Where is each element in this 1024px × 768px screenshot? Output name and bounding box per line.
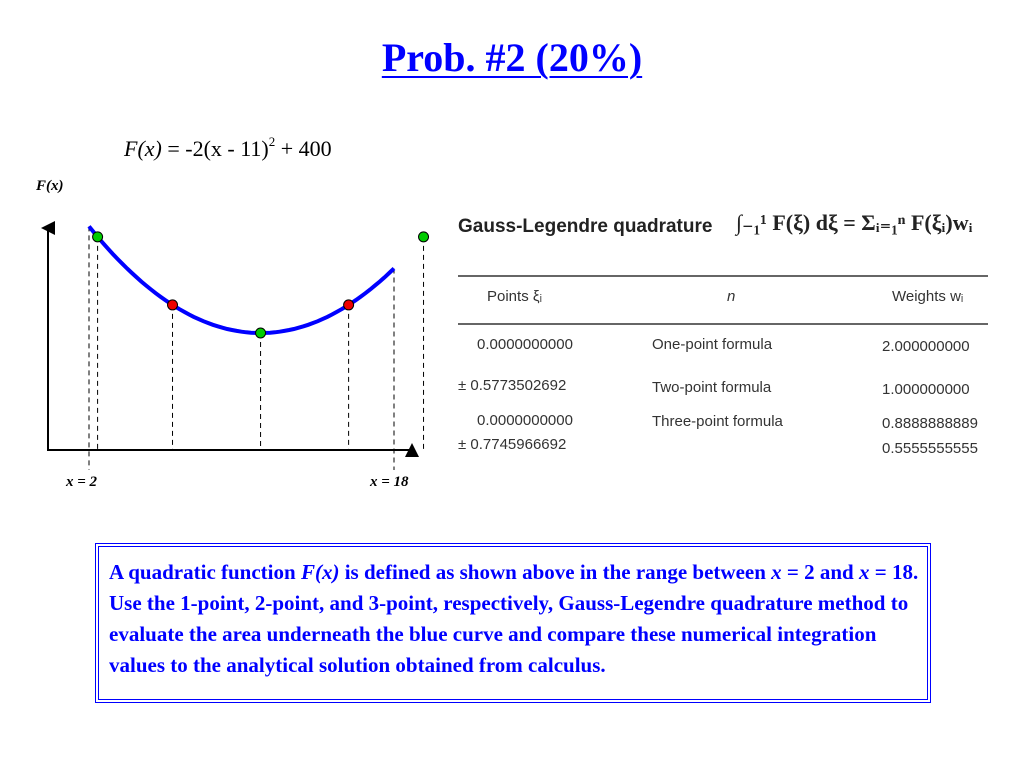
- table-top-rule: [458, 275, 988, 277]
- problem-text-1: A quadratic function: [109, 560, 301, 584]
- row3-n: Three-point formula: [652, 413, 783, 430]
- red-point-2: [344, 300, 354, 310]
- row1-point: 0.0000000000: [477, 336, 573, 353]
- formula-exponent: 2: [268, 134, 276, 149]
- row3-weight-2: 0.5555555555: [882, 440, 978, 457]
- x-start-label: x = 2: [66, 474, 98, 490]
- formula-tail: + 400: [275, 136, 332, 161]
- problem-fx: F(x): [300, 560, 340, 584]
- table-heading: Gauss-Legendre quadrature: [458, 216, 713, 237]
- formula-lhs: F(x): [124, 136, 162, 161]
- problem-x1: x: [771, 560, 782, 584]
- quadrature-table: [452, 200, 997, 465]
- x-end-label: x = 18: [370, 474, 409, 490]
- function-formula: [124, 134, 332, 162]
- problem-statement: [95, 543, 931, 703]
- page-title: Prob. #2 (20%): [381, 35, 643, 80]
- row3-point-2: ± 0.7745966692: [458, 436, 567, 453]
- green-point-2: [256, 328, 266, 338]
- row2-n: Two-point formula: [652, 379, 772, 396]
- col-header-n: n: [727, 288, 736, 305]
- problem-x2: x: [858, 560, 870, 584]
- table-header-rule: [458, 323, 988, 325]
- green-point-3: [419, 232, 429, 242]
- formula-rhs: = -2(x - 11): [167, 136, 269, 161]
- problem-text-2: is defined as shown above in the range between: [339, 560, 772, 584]
- red-point-1: [168, 300, 178, 310]
- y-axis-label: F(x): [36, 178, 64, 194]
- row2-point: ± 0.5773502692: [458, 377, 567, 394]
- col-header-points: Points ξᵢ: [487, 288, 542, 305]
- row1-weight: 2.000000000: [882, 338, 970, 355]
- function-graph: [0, 170, 440, 500]
- col-header-weights: Weights wᵢ: [892, 288, 964, 305]
- problem-text-4: = 18. Use the 1-point, 2-point, and 3-point, respectively, Gauss-Legendre quadrature method to evaluate the area underneath the blue curve and compare these numerical integration values to the analytical solution obtained from calculus.: [109, 560, 919, 677]
- row3-point-1: 0.0000000000: [477, 412, 573, 429]
- row1-n: One-point formula: [652, 336, 773, 353]
- row3-weight-1: 0.8888888889: [882, 415, 978, 432]
- row2-weight: 1.000000000: [882, 381, 970, 398]
- integral-formula: ∫₋₁¹ F(ξ) dξ = Σᵢ₌₁ⁿ F(ξᵢ)wᵢ: [736, 210, 973, 235]
- green-point-1: [93, 232, 103, 242]
- problem-text-3: = 2 and: [781, 560, 859, 584]
